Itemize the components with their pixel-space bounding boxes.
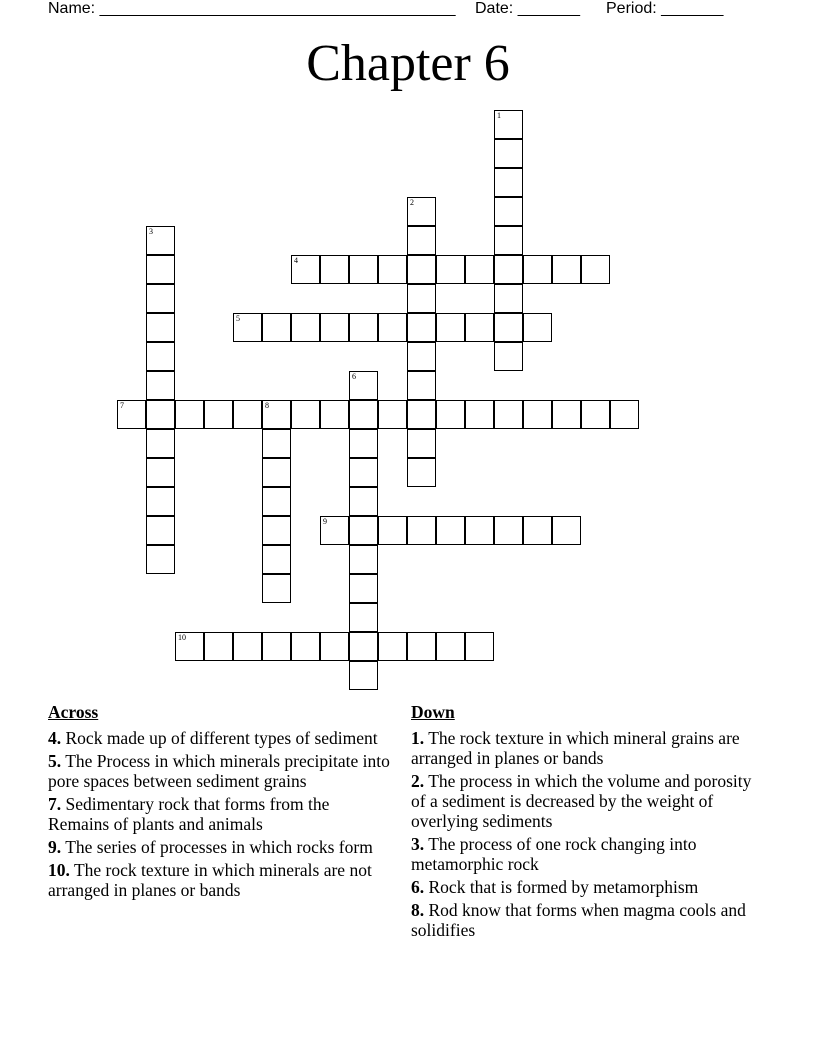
grid-cell[interactable] bbox=[436, 632, 465, 661]
grid-cell[interactable] bbox=[494, 342, 523, 371]
grid-cell[interactable] bbox=[146, 284, 175, 313]
grid-cell[interactable] bbox=[349, 661, 378, 690]
grid-cell[interactable] bbox=[523, 400, 552, 429]
clue-down-2 bbox=[411, 771, 756, 831]
grid-cell[interactable] bbox=[146, 487, 175, 516]
clue-across-9 bbox=[48, 837, 393, 857]
clue-down-8 bbox=[411, 900, 756, 940]
clue-number-label: 5 bbox=[236, 314, 240, 323]
grid-cell[interactable] bbox=[262, 400, 291, 429]
grid-cell[interactable] bbox=[291, 313, 320, 342]
grid-cell[interactable] bbox=[407, 400, 436, 429]
grid-cell[interactable] bbox=[523, 516, 552, 545]
grid-cell[interactable] bbox=[320, 255, 349, 284]
clue-number-label: 7 bbox=[120, 401, 124, 410]
grid-cell[interactable] bbox=[291, 400, 320, 429]
grid-cell[interactable] bbox=[204, 632, 233, 661]
clue-number-label: 2 bbox=[410, 198, 414, 207]
grid-cell[interactable] bbox=[407, 458, 436, 487]
grid-cell[interactable] bbox=[378, 313, 407, 342]
clue-number-label: 1 bbox=[497, 111, 501, 120]
grid-cell[interactable] bbox=[349, 400, 378, 429]
clue-across-4 bbox=[48, 728, 393, 748]
clue-number-label: 10 bbox=[178, 633, 186, 642]
grid-cell[interactable] bbox=[494, 110, 523, 139]
grid-cell[interactable] bbox=[175, 400, 204, 429]
grid-cell[interactable] bbox=[552, 516, 581, 545]
grid-cell[interactable] bbox=[523, 255, 552, 284]
clue-text: The rock texture in which minerals are not arranged in planes or bands bbox=[48, 860, 372, 900]
clue-number: 8. bbox=[411, 900, 425, 920]
grid-cell[interactable] bbox=[262, 632, 291, 661]
grid-cell[interactable] bbox=[349, 632, 378, 661]
grid-cell[interactable] bbox=[262, 487, 291, 516]
grid-cell[interactable] bbox=[407, 371, 436, 400]
clue-number-label: 4 bbox=[294, 256, 298, 265]
grid-cell[interactable] bbox=[262, 313, 291, 342]
clue-text: Sedimentary rock that forms from the Remains of plants and animals bbox=[48, 794, 330, 834]
clue-number-label: 8 bbox=[265, 401, 269, 410]
grid-cell[interactable] bbox=[146, 429, 175, 458]
clue-text: The Process in which minerals precipitate into pore spaces between sediment grains bbox=[48, 751, 390, 791]
grid-cell[interactable] bbox=[407, 255, 436, 284]
grid-cell[interactable] bbox=[494, 284, 523, 313]
grid-cell[interactable] bbox=[465, 516, 494, 545]
clue-number-label: 3 bbox=[149, 227, 153, 236]
grid-cell[interactable] bbox=[349, 574, 378, 603]
grid-cell[interactable] bbox=[494, 197, 523, 226]
grid-cell[interactable] bbox=[494, 139, 523, 168]
grid-cell[interactable] bbox=[320, 400, 349, 429]
grid-cell[interactable] bbox=[146, 255, 175, 284]
grid-cell[interactable] bbox=[349, 545, 378, 574]
grid-cell[interactable] bbox=[146, 342, 175, 371]
grid-cell[interactable] bbox=[349, 313, 378, 342]
grid-cell[interactable] bbox=[291, 255, 320, 284]
clue-text: Rock made up of different types of sediment bbox=[65, 728, 378, 748]
clue-down-3 bbox=[411, 834, 756, 874]
clue-text: The rock texture in which mineral grains are arranged in planes or bands bbox=[411, 728, 740, 768]
grid-cell[interactable] bbox=[146, 458, 175, 487]
grid-cell[interactable] bbox=[204, 400, 233, 429]
grid-cell[interactable] bbox=[233, 400, 262, 429]
grid-cell[interactable] bbox=[494, 255, 523, 284]
clue-number: 1. bbox=[411, 728, 425, 748]
grid-cell[interactable] bbox=[494, 168, 523, 197]
grid-cell[interactable] bbox=[262, 545, 291, 574]
clue-text: The process in which the volume and porosity of a sediment is decreased by the weight of overlying sediments bbox=[411, 771, 752, 831]
down-clues bbox=[411, 702, 756, 943]
grid-cell[interactable] bbox=[494, 226, 523, 255]
grid-cell[interactable] bbox=[407, 342, 436, 371]
grid-cell[interactable] bbox=[262, 429, 291, 458]
clue-across-10 bbox=[48, 860, 393, 900]
clue-text: Rod know that forms when magma cools and solidifies bbox=[411, 900, 746, 940]
grid-cell[interactable] bbox=[146, 226, 175, 255]
grid-cell[interactable] bbox=[407, 197, 436, 226]
clue-number-label: 6 bbox=[352, 372, 356, 381]
grid-cell[interactable] bbox=[349, 516, 378, 545]
grid-cell[interactable] bbox=[146, 545, 175, 574]
down-heading: Down bbox=[411, 702, 455, 722]
page-title: Chapter 6 bbox=[306, 35, 510, 92]
grid-cell[interactable] bbox=[262, 516, 291, 545]
clue-number-label: 9 bbox=[323, 517, 327, 526]
grid-cell[interactable] bbox=[349, 458, 378, 487]
grid-cell[interactable] bbox=[494, 400, 523, 429]
name-field-label[interactable]: Name: ________________________________________ bbox=[48, 0, 456, 17]
grid-cell[interactable] bbox=[262, 458, 291, 487]
grid-cell[interactable] bbox=[610, 400, 639, 429]
grid-cell[interactable] bbox=[233, 632, 262, 661]
grid-cell[interactable] bbox=[436, 313, 465, 342]
grid-cell[interactable] bbox=[320, 632, 349, 661]
clue-number: 5. bbox=[48, 751, 62, 771]
grid-cell[interactable] bbox=[291, 632, 320, 661]
grid-cell[interactable] bbox=[349, 487, 378, 516]
grid-cell[interactable] bbox=[465, 400, 494, 429]
across-clues bbox=[48, 702, 393, 903]
grid-cell[interactable] bbox=[581, 400, 610, 429]
period-field-label[interactable]: Period: _______ bbox=[606, 0, 724, 17]
grid-cell[interactable] bbox=[552, 400, 581, 429]
grid-cell[interactable] bbox=[407, 632, 436, 661]
clue-number: 10. bbox=[48, 860, 70, 880]
clue-text: Rock that is formed by metamorphism bbox=[428, 877, 699, 897]
grid-cell[interactable] bbox=[407, 429, 436, 458]
clue-down-1 bbox=[411, 728, 756, 768]
grid-cell[interactable] bbox=[465, 313, 494, 342]
grid-cell[interactable] bbox=[407, 516, 436, 545]
clue-text: The process of one rock changing into metamorphic rock bbox=[411, 834, 697, 874]
grid-cell[interactable] bbox=[262, 574, 291, 603]
grid-cell[interactable] bbox=[146, 400, 175, 429]
grid-cell[interactable] bbox=[407, 284, 436, 313]
grid-cell[interactable] bbox=[552, 255, 581, 284]
grid-cell[interactable] bbox=[581, 255, 610, 284]
grid-cell[interactable] bbox=[436, 516, 465, 545]
grid-cell[interactable] bbox=[378, 400, 407, 429]
grid-cell[interactable] bbox=[349, 255, 378, 284]
grid-cell[interactable] bbox=[146, 371, 175, 400]
clue-number: 9. bbox=[48, 837, 62, 857]
grid-cell[interactable] bbox=[407, 313, 436, 342]
grid-cell[interactable] bbox=[233, 313, 262, 342]
clue-number: 3. bbox=[411, 834, 425, 854]
grid-cell[interactable] bbox=[407, 226, 436, 255]
grid-cell[interactable] bbox=[349, 371, 378, 400]
grid-cell[interactable] bbox=[494, 516, 523, 545]
grid-cell[interactable] bbox=[117, 400, 146, 429]
grid-cell[interactable] bbox=[320, 516, 349, 545]
grid-cell[interactable] bbox=[378, 255, 407, 284]
clue-number: 6. bbox=[411, 877, 425, 897]
grid-cell[interactable] bbox=[465, 632, 494, 661]
clue-text: The series of processes in which rocks form bbox=[65, 837, 373, 857]
grid-cell[interactable] bbox=[349, 603, 378, 632]
grid-cell[interactable] bbox=[146, 313, 175, 342]
grid-cell[interactable] bbox=[494, 313, 523, 342]
clue-number: 2. bbox=[411, 771, 425, 791]
clue-number: 4. bbox=[48, 728, 62, 748]
grid-cell[interactable] bbox=[436, 255, 465, 284]
grid-cell[interactable] bbox=[465, 255, 494, 284]
date-field-label[interactable]: Date: _______ bbox=[475, 0, 580, 17]
clue-number: 7. bbox=[48, 794, 62, 814]
grid-cell[interactable] bbox=[523, 313, 552, 342]
grid-cell[interactable] bbox=[436, 400, 465, 429]
clue-across-5 bbox=[48, 751, 393, 791]
grid-cell[interactable] bbox=[378, 516, 407, 545]
across-heading: Across bbox=[48, 702, 99, 722]
clue-across-7 bbox=[48, 794, 393, 834]
grid-cell[interactable] bbox=[349, 429, 378, 458]
grid-cell[interactable] bbox=[146, 516, 175, 545]
grid-cell[interactable] bbox=[175, 632, 204, 661]
grid-cell[interactable] bbox=[320, 313, 349, 342]
clue-down-6 bbox=[411, 877, 756, 897]
grid-cell[interactable] bbox=[378, 632, 407, 661]
